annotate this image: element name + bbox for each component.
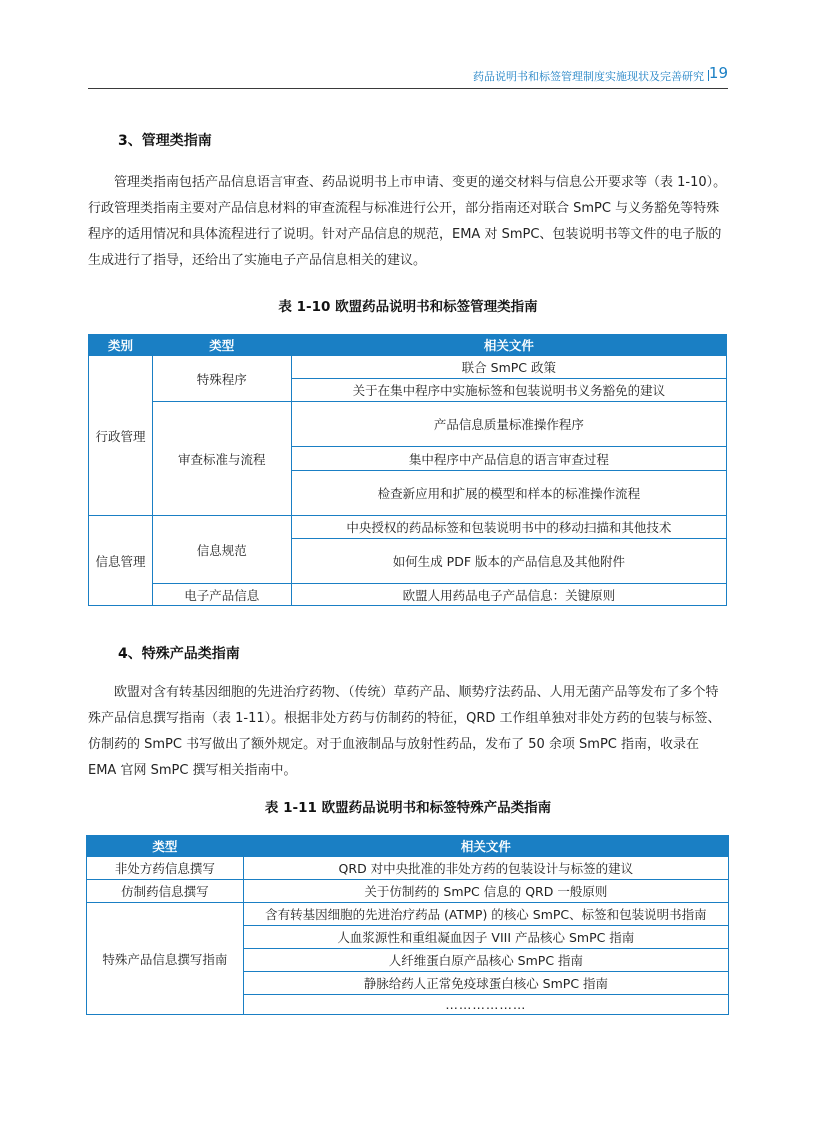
table-1-11-caption: 表 1-11 欧盟药品说明书和标签特殊产品类指南: [264, 800, 552, 816]
section-4-heading: 4、特殊产品类指南: [118, 646, 240, 662]
document-cell: 人纤维蛋白原产品核心 SmPC 指南: [243, 949, 728, 972]
type-cell: 仿制药信息撰写: [87, 880, 244, 903]
type-cell: 信息规范: [152, 516, 291, 584]
type-cell: 特殊产品信息撰写指南: [87, 903, 244, 1015]
col-header-documents: 相关文件: [291, 335, 726, 356]
type-cell: 非处方药信息撰写: [87, 857, 244, 880]
document-cell: 产品信息质量标准操作程序: [291, 402, 726, 447]
page-number: 19: [708, 64, 728, 82]
running-title: 药品说明书和标签管理制度实施现状及完善研究: [473, 70, 704, 83]
type-cell: 特殊程序: [152, 356, 291, 402]
type-cell: 审查标准与流程: [152, 402, 291, 516]
table-row: [87, 857, 729, 880]
category-cell: 信息管理: [89, 516, 153, 606]
document-cell: 欧盟人用药品电子产品信息：关键原则: [291, 584, 726, 606]
table-row: [89, 516, 727, 539]
table-header-row: [89, 335, 727, 356]
document-cell: 中央授权的药品标签和包装说明书中的移动扫描和其他技术: [291, 516, 726, 539]
table-row: [89, 402, 727, 447]
section-4-paragraph: [88, 680, 730, 784]
section-3-paragraph: [88, 170, 730, 274]
document-cell: 集中程序中产品信息的语言审查过程: [291, 447, 726, 471]
table-row: [87, 903, 729, 926]
col-header-type: 类型: [87, 836, 244, 857]
section-3-heading: 3、管理类指南: [118, 133, 212, 149]
document-cell: 静脉给药人正常免疫球蛋白核心 SmPC 指南: [243, 972, 728, 995]
running-header: [88, 64, 728, 89]
type-cell: 电子产品信息: [152, 584, 291, 606]
document-cell: 关于在集中程序中实施标签和包装说明书义务豁免的建议: [291, 379, 726, 402]
document-cell: 检查新应用和扩展的模型和样本的标准操作流程: [291, 471, 726, 516]
document-cell: 含有转基因细胞的先进治疗药品 (ATMP) 的核心 SmPC、标签和包装说明书指南: [243, 903, 728, 926]
table-1-11: [86, 835, 729, 1015]
col-header-type: 类型: [152, 335, 291, 356]
table-row: [87, 880, 729, 903]
document-cell: 关于仿制药的 SmPC 信息的 QRD 一般原则: [243, 880, 728, 903]
ellipsis-cell: ………………: [243, 995, 728, 1015]
col-header-category: 类别: [89, 335, 153, 356]
table-row: [89, 584, 727, 606]
document-cell: 人血浆源性和重组凝血因子 VIII 产品核心 SmPC 指南: [243, 926, 728, 949]
section-3-text: 管理类指南包括产品信息语言审查、药品说明书上市申请、变更的递交材料与信息公开要求等（表 1-10）。行政管理类指南主要对产品信息材料的审查流程与标准进行公开，部分指南还对联合 SmPC 与义务豁免等特殊程序的适用情况和具体流程进行了说明。针对产品信息的规范，EMA 对 SmPC、包装说明书等文件的电子版的生成进行了指导，还给出了实施电子产品信息相关的建议。: [88, 175, 727, 268]
document-cell: 如何生成 PDF 版本的产品信息及其他附件: [291, 539, 726, 584]
category-cell: 行政管理: [89, 356, 153, 516]
section-4-text: 欧盟对含有转基因细胞的先进治疗药物、（传统）草药产品、顺势疗法药品、人用无菌产品等发布了多个特殊产品信息撰写指南（表 1-11）。根据非处方药与仿制药的特征，QRD 工作组单独对非处方药的包装与标签、仿制药的 SmPC 书写做出了额外规定。对于血液制品与放射性药品，发布了 50 余项 SmPC 指南，收录在 EMA 官网 SmPC 撰写相关指南中。: [88, 685, 721, 778]
table-header-row: [87, 836, 729, 857]
table-1-10: [88, 334, 727, 606]
document-cell: 联合 SmPC 政策: [291, 356, 726, 379]
col-header-documents: 相关文件: [243, 836, 728, 857]
table-1-10-caption: 表 1-10 欧盟药品说明书和标签管理类指南: [278, 299, 538, 315]
document-cell: QRD 对中央批准的非处方药的包装设计与标签的建议: [243, 857, 728, 880]
table-row: [89, 356, 727, 379]
